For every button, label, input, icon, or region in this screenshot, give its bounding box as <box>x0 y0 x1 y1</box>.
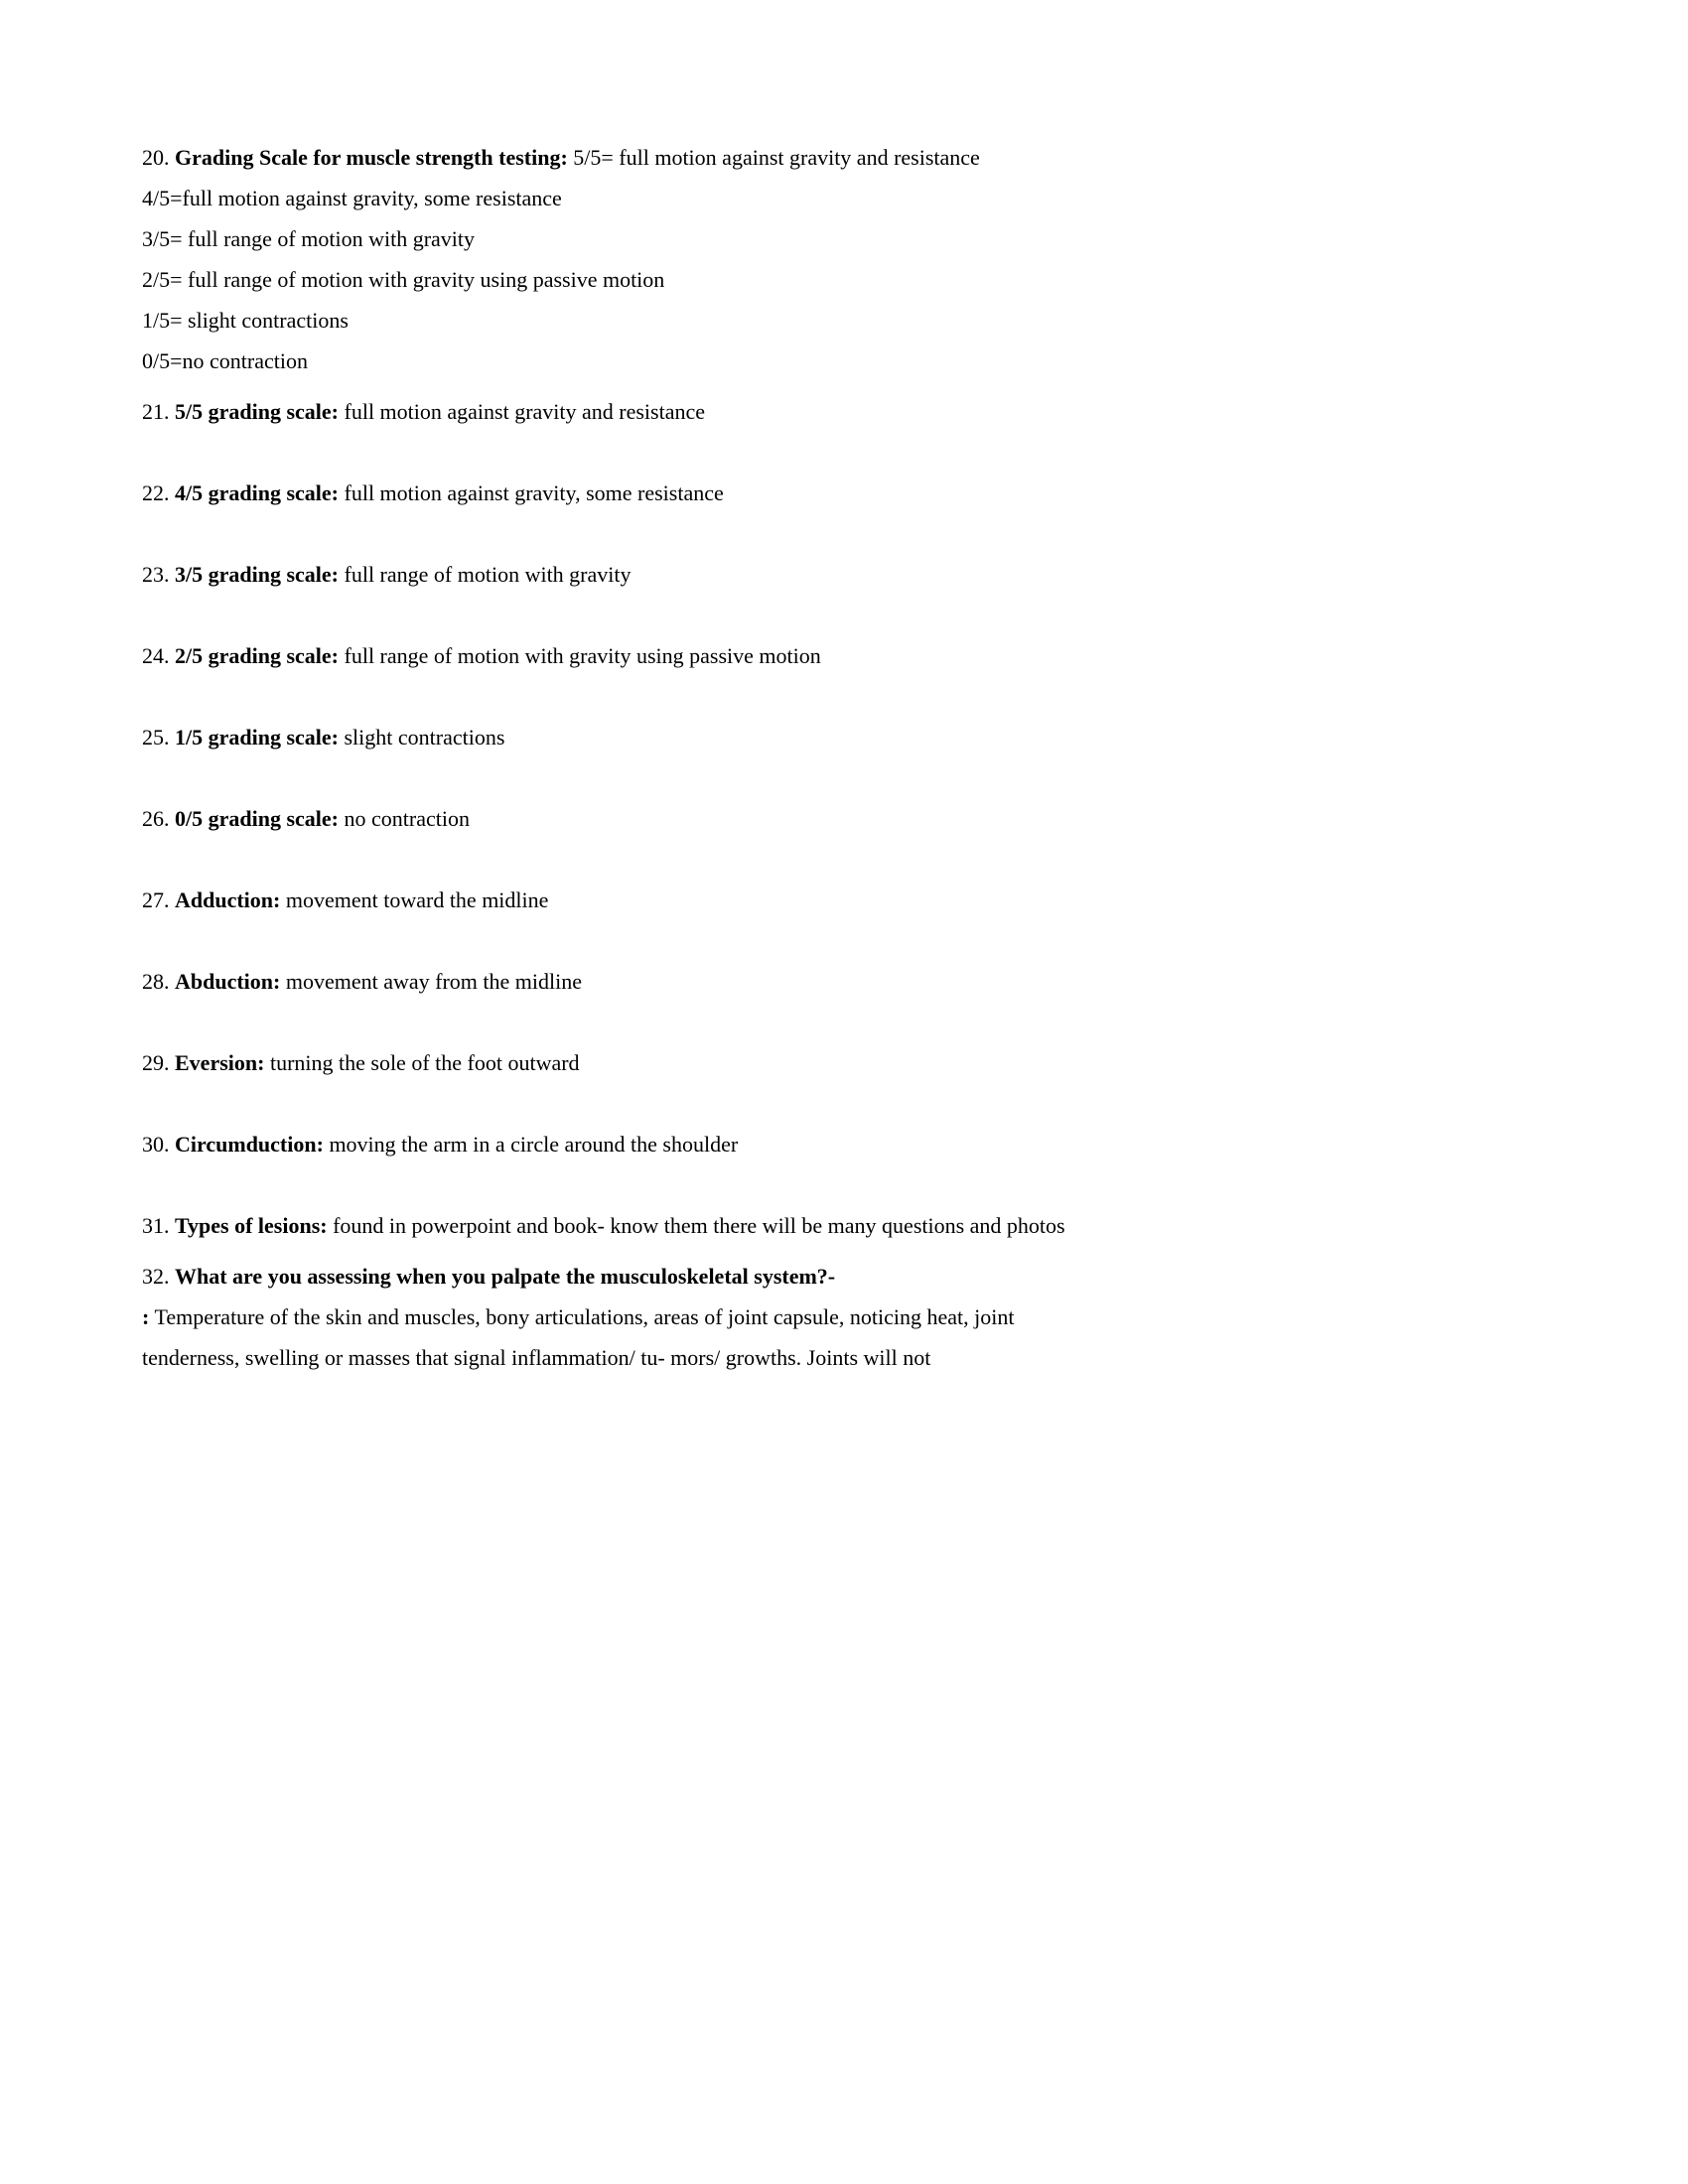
note-item <box>142 137 1080 381</box>
item-main-line <box>142 473 1080 513</box>
item-number: 28. <box>142 969 170 994</box>
item-definition: moving the arm in a circle around the shoulder <box>329 1132 739 1157</box>
item-number: 29. <box>142 1050 170 1075</box>
item-term: Grading Scale for muscle strength testing: <box>175 145 568 170</box>
item-term: 5/5 grading scale: <box>175 399 339 424</box>
item-definition: full motion against gravity and resistance <box>344 399 706 424</box>
item-number: 21. <box>142 399 170 424</box>
item-number: 24. <box>142 643 170 668</box>
scale-line: 0/5=no contraction <box>142 348 308 373</box>
note-item <box>142 880 1080 920</box>
note-item <box>142 1205 1080 1246</box>
item-main-line <box>142 717 1080 757</box>
item-definition: full range of motion with gravity <box>344 562 632 587</box>
answer-lead: : <box>142 1304 150 1329</box>
item-definition: turning the sole of the foot outward <box>269 1050 580 1075</box>
item-number: 20. <box>142 145 170 170</box>
note-item <box>142 391 1080 432</box>
note-item <box>142 1256 1080 1378</box>
scale-line: 3/5= full range of motion with gravity <box>142 226 476 251</box>
item-number: 23. <box>142 562 170 587</box>
item-main-line <box>142 1124 1080 1164</box>
item-term: Adduction: <box>175 887 281 912</box>
scale-line: 1/5= slight contractions <box>142 308 349 333</box>
item-main-line <box>142 1042 1080 1083</box>
answer-text: Temperature of the skin and muscles, bony articulations, areas of joint capsule, noticing heat, joint tenderness, swelling or masses that signal inflammation/ tu- mors/ growths. Joints will not <box>142 1304 1015 1370</box>
item-definition: slight contractions <box>344 725 505 750</box>
note-item <box>142 554 1080 595</box>
item-main-line <box>142 635 1080 676</box>
item-term: 2/5 grading scale: <box>175 643 339 668</box>
item-number: 26. <box>142 806 170 831</box>
note-item <box>142 635 1080 676</box>
item-main-line <box>142 554 1080 595</box>
item-term: 4/5 grading scale: <box>175 480 339 505</box>
item-term: 1/5 grading scale: <box>175 725 339 750</box>
note-item <box>142 961 1080 1002</box>
item-definition: 5/5= full motion against gravity and resistance <box>573 145 980 170</box>
item-definition: no contraction <box>344 806 470 831</box>
scale-line: 2/5= full range of motion with gravity using passive motion <box>142 267 665 292</box>
note-item <box>142 473 1080 513</box>
item-main-line <box>142 961 1080 1002</box>
item-definition: movement toward the midline <box>285 887 549 912</box>
item-term: What are you assessing when you palpate the musculoskeletal system?- <box>175 1264 836 1289</box>
item-main-line <box>142 798 1080 839</box>
item-number: 25. <box>142 725 170 750</box>
item-definition: full motion against gravity, some resistance <box>344 480 724 505</box>
item-term: Eversion: <box>175 1050 265 1075</box>
item-term: 0/5 grading scale: <box>175 806 339 831</box>
item-term: 3/5 grading scale: <box>175 562 339 587</box>
item-number: 31. <box>142 1213 170 1238</box>
item-number: 22. <box>142 480 170 505</box>
item-term: Abduction: <box>175 969 281 994</box>
note-item <box>142 1124 1080 1164</box>
item-number: 27. <box>142 887 170 912</box>
item-main-line <box>142 880 1080 920</box>
notes-list <box>142 137 1080 1378</box>
item-term: Circumduction: <box>175 1132 324 1157</box>
item-main-line <box>142 137 1080 178</box>
item-main-line <box>142 391 1080 432</box>
item-term: Types of lesions: <box>175 1213 328 1238</box>
scale-line: 4/5=full motion against gravity, some resistance <box>142 186 562 210</box>
item-number: 30. <box>142 1132 170 1157</box>
item-main-line <box>142 1256 1080 1297</box>
note-item <box>142 1042 1080 1083</box>
item-definition: full range of motion with gravity using passive motion <box>344 643 821 668</box>
item-definition: found in powerpoint and book- know them there will be many questions and photos <box>333 1213 1065 1238</box>
item-main-line <box>142 1205 1080 1246</box>
item-number: 32. <box>142 1264 170 1289</box>
note-item <box>142 798 1080 839</box>
note-item <box>142 717 1080 757</box>
item-definition: movement away from the midline <box>285 969 582 994</box>
answer-line <box>142 1297 1080 1378</box>
